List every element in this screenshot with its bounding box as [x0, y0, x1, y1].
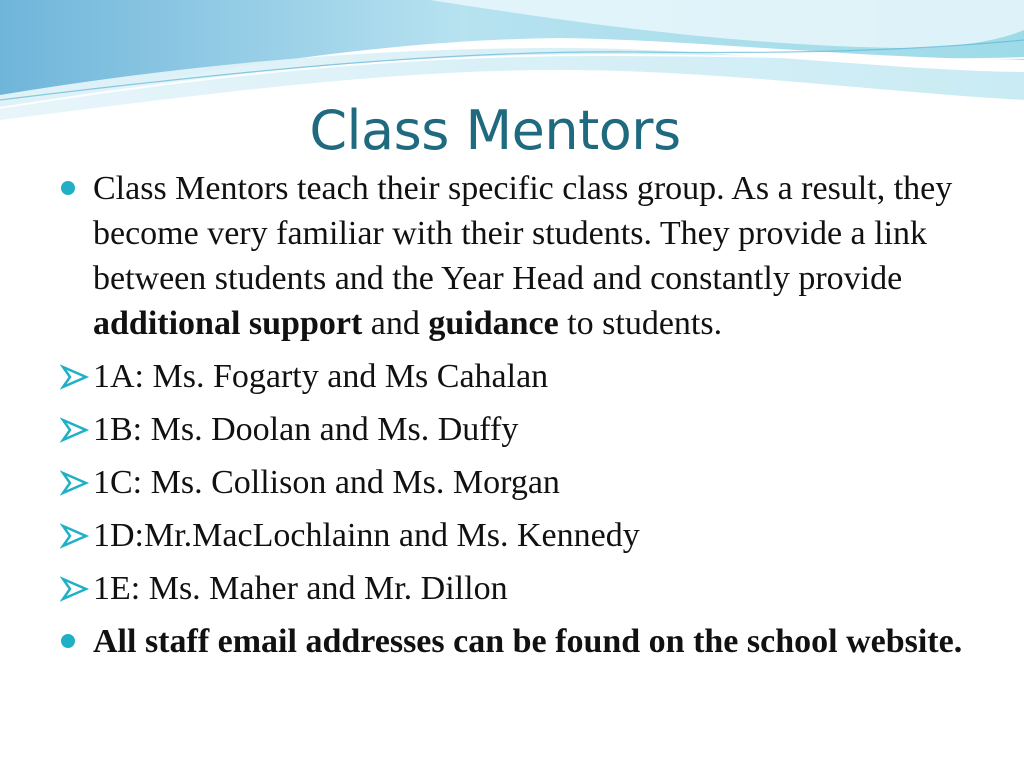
mentor-list-item — [60, 407, 980, 452]
round-bullet-icon — [61, 181, 75, 195]
intro-bold-additional-support: additional support — [93, 305, 363, 342]
arrow-bullet-icon — [60, 470, 90, 496]
intro-text-part3: to students. — [558, 305, 723, 342]
intro-text-part1: Class Mentors teach their specific class group. As a result, they become very familiar with their students. They provide a link between students and the Year Head and constantly provide — [93, 170, 953, 297]
mentor-list-item — [60, 354, 980, 399]
mentor-list-item — [60, 460, 980, 505]
intro-text-part2: and — [362, 305, 429, 342]
intro-bold-guidance: guidance — [428, 305, 559, 342]
mentor-list-item — [60, 566, 980, 611]
mentor-1c: 1C: Ms. Collison and Ms. Morgan — [93, 464, 560, 501]
slide-title: Class Mentors — [309, 99, 681, 162]
arrow-bullet-icon — [60, 576, 90, 602]
staff-email-note: All staff email addresses can be found on the school website. — [93, 623, 963, 660]
mentor-1e: 1E: Ms. Maher and Mr. Dillon — [93, 570, 508, 607]
footer-bullet — [60, 619, 980, 664]
arrow-bullet-icon — [60, 364, 90, 390]
mentor-1b: 1B: Ms. Doolan and Ms. Duffy — [93, 411, 519, 448]
slide-content — [60, 166, 980, 672]
arrow-bullet-icon — [60, 523, 90, 549]
arrow-bullet-icon — [60, 417, 90, 443]
round-bullet-icon — [61, 634, 75, 648]
intro-bullet — [60, 166, 980, 346]
mentor-1d: 1D:Mr.MacLochlainn and Ms. Kennedy — [93, 517, 640, 554]
mentor-list-item — [60, 513, 980, 558]
mentor-1a: 1A: Ms. Fogarty and Ms Cahalan — [93, 358, 549, 395]
